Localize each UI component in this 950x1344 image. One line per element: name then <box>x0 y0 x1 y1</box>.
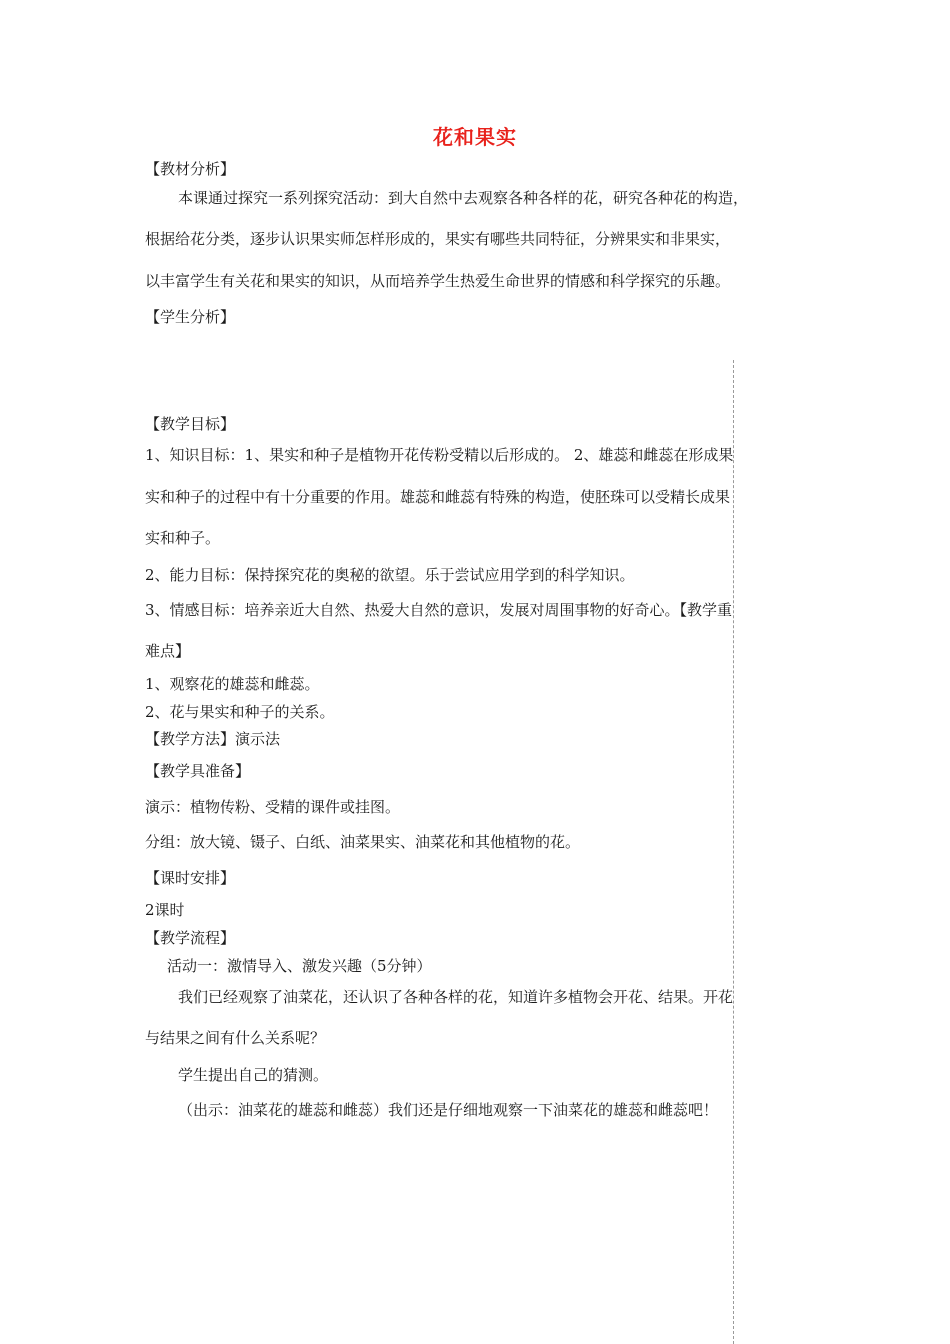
paragraph-line: 与结果之间有什么关系呢？ <box>145 1029 326 1047</box>
section-heading-class-schedule: 【课时安排】 <box>145 869 236 887</box>
document-title: 花和果实 <box>433 125 517 149</box>
section-heading-teaching-flow: 【教学流程】 <box>145 929 236 947</box>
section-heading-textbook-analysis: 【教材分析】 <box>145 160 236 178</box>
paragraph-line: （出示：油菜花的雄蕊和雌蕊）我们还是仔细地观察一下油菜花的雄蕊和雌蕊吧！ <box>178 1101 719 1119</box>
paragraph-line: 难点】 <box>145 642 191 660</box>
paragraph-line: 分组：放大镜、镊子、白纸、油菜果实、油菜花和其他植物的花。 <box>145 833 581 851</box>
paragraph-line: 我们已经观察了油菜花，还认识了各种各样的花，知道许多植物会开花、结果。开花 <box>178 988 734 1006</box>
paragraph-line: 本课通过探究一系列探究活动：到大自然中去观察各种各样的花，研究各种花的构造， <box>178 189 749 207</box>
paragraph-line: 学生提出自己的猜测。 <box>178 1066 329 1084</box>
paragraph-line: 以丰富学生有关花和果实的知识，从而培养学生热爱生命世界的情感和科学探究的乐趣。 <box>145 272 731 290</box>
list-item: 1、观察花的雄蕊和雌蕊。 <box>145 675 320 693</box>
section-heading-teaching-tools: 【教学具准备】 <box>145 762 251 780</box>
section-heading-teaching-goals: 【教学目标】 <box>145 415 236 433</box>
paragraph-line: 3、情感目标：培养亲近大自然、热爱大自然的意识，发展对周围事物的好奇心。【教学重 <box>145 601 733 619</box>
paragraph-line: 1、知识目标：1、果实和种子是植物开花传粉受精以后形成的。 2、雄蕊和雌蕊在形成果 <box>145 446 734 464</box>
paragraph-line: 实和种子。 <box>145 529 221 547</box>
paragraph-line: 2课时 <box>145 901 185 919</box>
paragraph-line: 2、能力目标：保持探究花的奥秘的欲望。乐于尝试应用学到的科学知识。 <box>145 566 635 584</box>
margin-dashed-line <box>733 360 734 1344</box>
section-heading-student-analysis: 【学生分析】 <box>145 308 236 326</box>
activity-heading: 活动一：激情导入、激发兴趣（5分钟） <box>167 957 432 975</box>
paragraph-line: 演示：植物传粉、受精的课件或挂图。 <box>145 798 401 816</box>
paragraph-line: 根据给花分类，逐步认识果实师怎样形成的，果实有哪些共同特征，分辨果实和非果实， <box>145 230 731 248</box>
section-heading-teaching-method: 【教学方法】演示法 <box>145 730 281 748</box>
paragraph-line: 实和种子的过程中有十分重要的作用。雄蕊和雌蕊有特殊的构造，使胚珠可以受精长成果 <box>145 488 731 506</box>
list-item: 2、花与果实和种子的关系。 <box>145 703 335 721</box>
